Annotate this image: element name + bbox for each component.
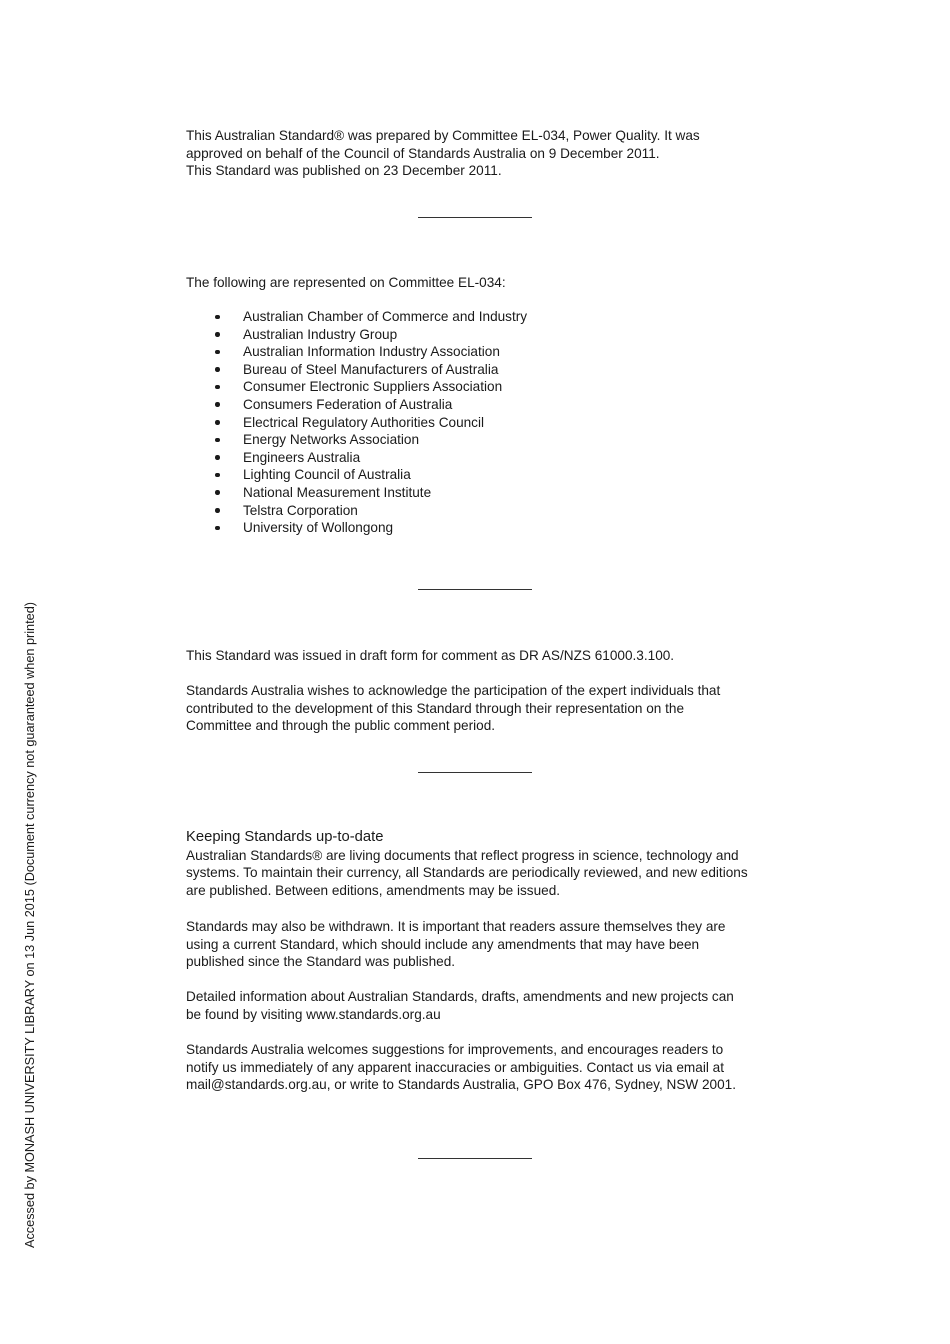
- section-divider-3: [418, 772, 532, 773]
- section-heading: Keeping Standards up-to-date: [186, 829, 384, 845]
- draft-issued-text: This Standard was issued in draft form for comment as DR AS/NZS 61000.3.100.: [186, 648, 675, 663]
- acknowledgement-line-3: Committee and through the public comment period.: [186, 718, 496, 734]
- paragraph-line: systems. To maintain their currency, all Standards are periodically reviewed, and new editions: [186, 865, 748, 881]
- list-item: Australian Information Industry Association: [186, 343, 776, 361]
- paragraph-line: are published. Between editions, amendments may be issued.: [186, 882, 561, 898]
- acknowledgement: [186, 682, 776, 735]
- paragraph-text: , or write to Standards Australia, GPO Box 476, Sydney, NSW 2001.: [326, 1077, 737, 1093]
- email-link[interactable]: mail@standards.org.au: [186, 1077, 327, 1093]
- committee-intro-text: The following are represented on Committee EL-034:: [186, 275, 506, 290]
- keeping-standards-section: [186, 829, 776, 899]
- paragraph-line: Australian Standards® are living documents that reflect progress in science, technology and: [186, 847, 739, 863]
- paragraph-line: Standards may also be withdrawn. It is important that readers assure themselves they are: [186, 919, 726, 934]
- committee-intro: [186, 274, 776, 292]
- paragraph-line: Standards Australia welcomes suggestions for improvements, and encourages readers to: [186, 1042, 724, 1057]
- committee-member-list: [186, 308, 776, 537]
- list-item: Australian Industry Group: [186, 326, 776, 344]
- paragraph-line: notify us immediately of any apparent inaccuracies or ambiguities. Contact us via email at: [186, 1059, 724, 1075]
- list-item: University of Wollongong: [186, 519, 776, 537]
- paragraph-line: published since the Standard was published.: [186, 954, 456, 970]
- list-item: Australian Chamber of Commerce and Industry: [186, 308, 776, 326]
- section-divider-4: [418, 1158, 532, 1159]
- access-notice: Accessed by MONASH UNIVERSITY LIBRARY on 13 Jun 2015 (Document currency not guaranteed when printed): [23, 602, 37, 1248]
- list-item: Engineers Australia: [186, 449, 776, 467]
- list-item: Lighting Council of Australia: [186, 466, 776, 484]
- contact-paragraph: [186, 1041, 776, 1094]
- section-divider-2: [418, 589, 532, 590]
- withdrawn-paragraph: [186, 918, 776, 971]
- acknowledgement-line-1: Standards Australia wishes to acknowledge the participation of the expert individuals that: [186, 683, 721, 698]
- paragraph-line: [186, 1006, 776, 1024]
- list-item: Electrical Regulatory Authorities Council: [186, 414, 776, 432]
- preparation-statement: [186, 127, 776, 180]
- preparation-line-1: This Australian Standard® was prepared by Committee EL-034, Power Quality. It was: [186, 128, 700, 143]
- paragraph-line: [186, 1076, 776, 1094]
- draft-statement: [186, 647, 776, 665]
- list-item: National Measurement Institute: [186, 484, 776, 502]
- list-item: Energy Networks Association: [186, 431, 776, 449]
- list-item: Bureau of Steel Manufacturers of Australia: [186, 361, 776, 379]
- information-paragraph: [186, 988, 776, 1023]
- website-link[interactable]: www.standards.org.au: [306, 1006, 441, 1022]
- paragraph-line: using a current Standard, which should include any amendments that may have been: [186, 936, 700, 952]
- preparation-line-2: approved on behalf of the Council of Standards Australia on 9 December 2011.: [186, 145, 660, 161]
- paragraph-text: be found by visiting: [186, 1006, 307, 1022]
- section-divider-1: [418, 217, 532, 218]
- paragraph-line: Detailed information about Australian Standards, drafts, amendments and new projects can: [186, 989, 734, 1004]
- list-item: Telstra Corporation: [186, 502, 776, 520]
- publication-date-line: This Standard was published on 23 December 2011.: [186, 163, 502, 179]
- list-item: Consumer Electronic Suppliers Association: [186, 378, 776, 396]
- acknowledgement-line-2: contributed to the development of this Standard through their representation on the: [186, 700, 685, 716]
- committee-members: [186, 308, 776, 537]
- list-item: Consumers Federation of Australia: [186, 396, 776, 414]
